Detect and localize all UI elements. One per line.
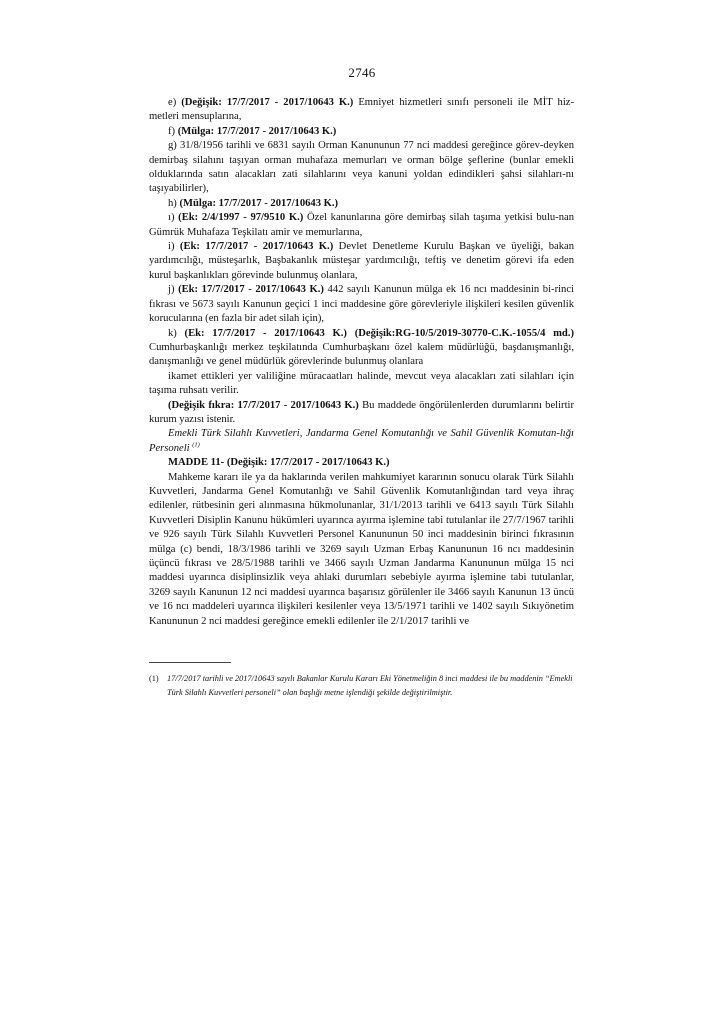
paragraph-j (149, 283, 574, 326)
text-run: Devlet Denetleme Kurulu Başkan ve üyeliği, bakan yardımcılığı, müsteşarlık, Başbakanlık müsteşar yardımcılığı, teftiş ve denetim görevi ifa eden kurul başkanlıkları görevinde bulunmuş olanlara, (149, 241, 574, 281)
text-run: Bu maddede öngörülenlerden durumlarını belirtir kurum yazısı istenir. (149, 399, 574, 425)
text-run: Emniyet hizmetleri sınıfı personeli ile MİT hiz-metleri mensuplarına, (149, 97, 574, 123)
paragraph-i (149, 240, 574, 283)
footnote-number: (1) (149, 674, 159, 683)
text-run: f) (168, 125, 178, 137)
paragraph-f (149, 125, 574, 139)
body-text (149, 96, 574, 629)
paragraph-k (149, 327, 574, 370)
text-run: Cumhurbaşkanlığı merkez teşkilatında Cumhurbaşkanı özel kalem müdürlüğü, başdanışmanlığı, danışmanlığı ve genel müdürlük görevlerinde bulunmuş olanlara (149, 341, 574, 368)
text-run: j) (168, 284, 179, 296)
footnote-reference: (1) (192, 441, 200, 449)
bold-text-run: (Değişik fıkra: 17/7/2017 - 2017/10643 K.) (168, 399, 359, 411)
bold-text-run: (Ek: 2/4/1997 - 97/9510 K.) (178, 212, 304, 224)
bold-text-run: (Ek: 17/7/2017 - 2017/10643 K.) (184, 327, 347, 339)
text-run: ı) (168, 212, 179, 224)
text-run: g) 31/8/1956 tarihli ve 6831 sayılı Orman Kanununun 77 nci maddesi gereğince görev-deyken demirbaş silahını taşıyan orman muhafaza memurları ve orman bölge şeflerine (bunlar emekli olduklarında satın alacakları zati silahlarını veya kanuni yoldan edindikleri şahsi silahları-nı taşıyabilirler), (149, 140, 574, 195)
footnote-text: 17/7/2017 tarihli ve 2017/10643 sayılı Bakanlar Kurulu Kararı Eki Yönetmeliğin 8 inci maddesi ile bu maddenin “Emekli Türk Silahlı Kuvvetleri personeli” olan başlığı metne işlendiği şekilde değiştirilmiştir. (167, 674, 573, 697)
paragraph-degisik-fikra (149, 399, 574, 428)
text-run: Mahkeme kararı ile ya da haklarında verilen mahkumiyet kararının sonucu olarak Türk Silahlı Kuvvetleri, Jandarma Genel Komutanlığı ve Sahil Güvenlik Komutanlığından tard veya ihraç edilenler, rütbesinin geri alınmasına hükmolunanlar, 31/1/2013 tarihli ve 6413 sayılı Türk Silahlı Kuvvetleri Disiplin Kanunu hükümleri uyarınca ayırma işlemine tabi tutulanlar ile 27/7/1967 tarihli ve 926 sayılı Türk Silahlı Kuvvetleri Personel Kanununun 50 inci maddesinin birinci fıkrasının mülga (c) bendi, 18/3/1986 tarihli ve 3269 sayılı Uzman Erbaş Kanununun 16 ncı maddesinin üçüncü fıkrası ve 28/5/1988 tarihli ve 3466 sayılı Uzman Jandarma Kanununun mülga 15 nci maddesi uyarınca disiplinsizlik veya ahlaki durumları sebebiyle ayırma işlemine tabi tutulanlar, 3269 sayılı Kanunun 12 nci maddesi uyarınca başarısız görülenler ile 3466 sayılı Kanunun 13 üncü ve 16 ncı maddeleri uyarınca ilişkileri kesilenler veya 13/5/1971 tarihli ve 1402 sayılı Sıkıyönetim Kanununun 2 nci maddesi gereğince emekli edilenler ile 2/1/2017 tarihli ve (149, 471, 574, 627)
text-run: Özel kanunlarına göre demirbaş silah taşıma yetkisi bulu-nan Gümrük Muhafaza Teşkilatı amir ve memurlarına, (149, 212, 575, 238)
page-number: 2746 (348, 65, 376, 80)
text-run: k) (168, 327, 185, 339)
paragraph-ikamet (149, 370, 574, 399)
section-heading (149, 427, 574, 456)
bold-text-run: (Ek: 17/7/2017 - 2017/10643 K.) (179, 241, 334, 253)
bold-text-run: (Mülga: 17/7/2017 - 2017/10643 K.) (179, 197, 339, 209)
bold-text-run: MADDE 11- (Değişik: 17/7/2017 - 2017/10643 K.) (168, 457, 390, 469)
footnote-divider (149, 662, 231, 663)
text-run (347, 328, 355, 339)
bold-text-run: (Mülga: 17/7/2017 - 2017/10643 K.) (177, 125, 337, 137)
text-run: Emekli Türk Silahlı Kuvvetleri, Jandarma Genel Komutanlığı ve Sahil Güvenlik Komutan-lığı Personeli (149, 428, 574, 454)
paragraph-h (149, 197, 574, 211)
paragraph-mahkeme (149, 471, 574, 629)
paragraph-i-dotless (149, 211, 574, 240)
bold-text-run: (Ek: 17/7/2017 - 2017/10643 K.) (178, 284, 324, 296)
article-heading (149, 456, 574, 470)
text-run: 442 sayılı Kanunun mülga ek 16 ncı maddesinin bi-rinci fıkrası ve 5673 sayılı Kanunun geçici 1 inci maddesine göre görevleriyle ilişkileri kesilen güvenlik korucularına (en fazla bir adet silah için), (149, 284, 574, 325)
text-run: e) (168, 97, 182, 108)
text-run: ikamet ettikleri yer valiliğine müracaatları halinde, mevcut veya alacakları zati silahları için taşıma ruhsatı verilir. (149, 370, 574, 397)
paragraph-g (149, 139, 574, 197)
bold-text-run: (Değişik: 17/7/2017 - 2017/10643 K.) (181, 97, 354, 108)
text-run: h) (168, 197, 180, 209)
text-run: i) (168, 241, 180, 253)
footnote (149, 672, 574, 700)
bold-text-run: (Değişik:RG-10/5/2019-30770-C.K.-1055/4 md.) (354, 327, 574, 339)
paragraph-e (149, 96, 574, 125)
